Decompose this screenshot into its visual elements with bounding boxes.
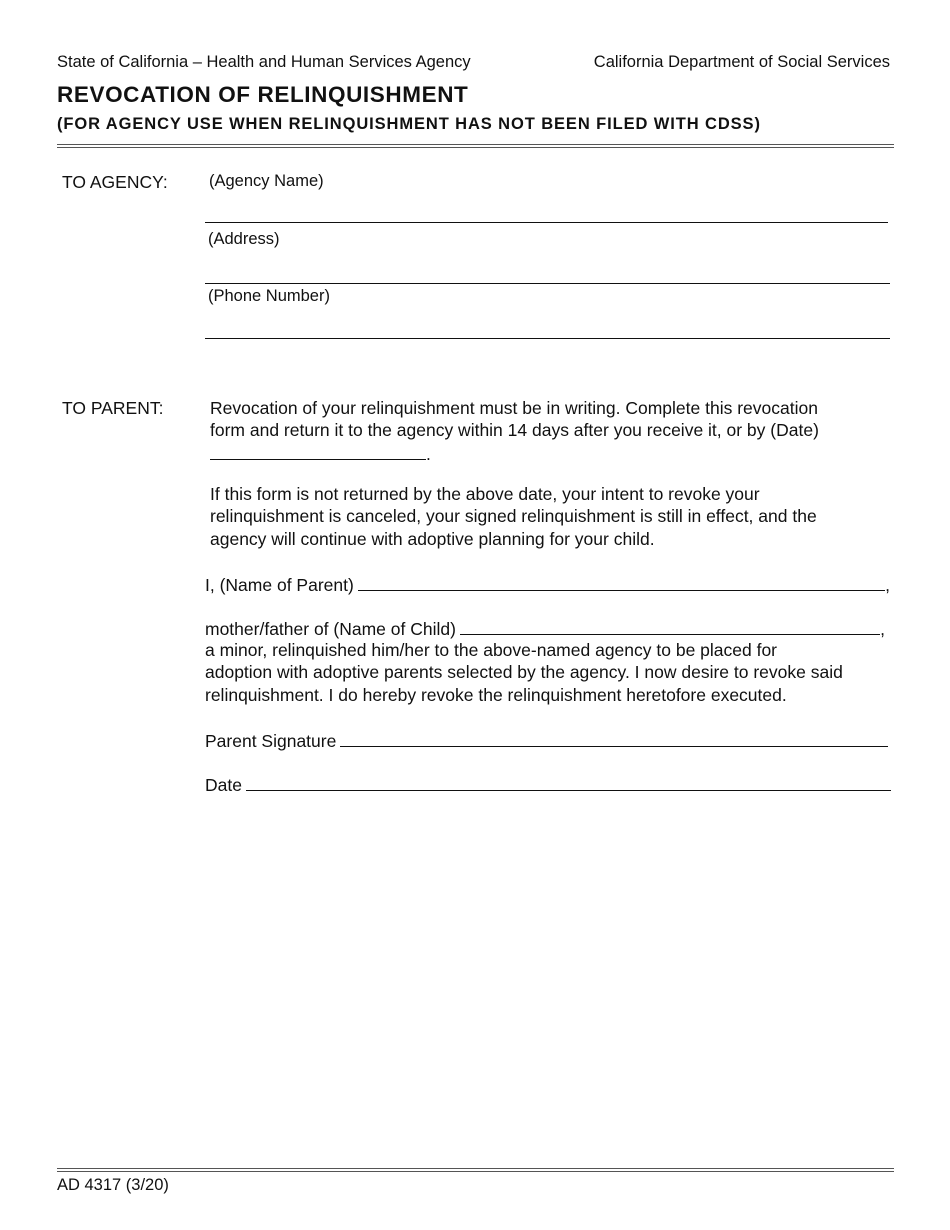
cancellation-paragraph: [210, 483, 890, 550]
return-date-row: [210, 442, 890, 465]
footer-divider-bottom: [57, 1171, 894, 1172]
cancellation-line: agency will continue with adoptive planning for your child.: [210, 528, 655, 549]
to-agency-label: TO AGENCY:: [62, 172, 168, 192]
cancellation-line: If this form is not returned by the above date, your intent to revoke your: [210, 484, 760, 504]
agency-header-left: State of California – Health and Human Services Agency: [57, 53, 471, 71]
child-name-label: mother/father of (Name of Child): [205, 619, 456, 639]
return-date-period: .: [426, 443, 431, 464]
instructions-line: Revocation of your relinquishment must be in writing. Complete this revocation: [210, 398, 818, 418]
signature-row: [205, 729, 888, 752]
return-date-field[interactable]: [210, 442, 426, 460]
parent-name-field[interactable]: [358, 573, 885, 591]
form-number: AD 4317 (3/20): [57, 1176, 169, 1194]
to-parent-label: TO PARENT:: [62, 398, 164, 418]
parent-name-label: I, (Name of Parent): [205, 575, 354, 595]
revocation-statement: [205, 639, 895, 706]
parent-name-row: [205, 573, 890, 596]
statement-line: relinquishment. I do hereby revoke the relinquishment heretofore executed.: [205, 684, 787, 705]
form-title: REVOCATION OF RELINQUISHMENT: [57, 82, 469, 107]
statement-line: adoption with adoptive parents selected by the agency. I now desire to revoke said: [205, 662, 843, 683]
header-divider-top: [57, 144, 894, 145]
child-name-field[interactable]: [460, 617, 880, 635]
instructions-line: form and return it to the agency within 14 days after you receive it, or by (Date): [210, 420, 819, 441]
parent-signature-field[interactable]: [340, 729, 888, 747]
instructions-paragraph: [210, 397, 890, 465]
agency-name-label: (Agency Name): [209, 172, 324, 190]
date-row: [205, 773, 891, 796]
date-field[interactable]: [246, 773, 891, 791]
cancellation-line: relinquishment is canceled, your signed relinquishment is still in effect, and the: [210, 506, 817, 527]
child-name-row: [205, 617, 885, 640]
phone-number-label: (Phone Number): [208, 287, 330, 305]
parent-name-comma: ,: [885, 575, 890, 595]
child-name-comma: ,: [880, 619, 885, 639]
phone-number-field[interactable]: [205, 338, 890, 339]
agency-header-right: California Department of Social Services: [593, 53, 890, 71]
header-divider-bottom: [57, 147, 894, 148]
statement-line: a minor, relinquished him/her to the above-named agency to be placed for: [205, 640, 778, 660]
date-label: Date: [205, 775, 242, 795]
address-label: (Address): [208, 230, 280, 248]
parent-signature-label: Parent Signature: [205, 731, 337, 751]
footer-divider-top: [57, 1168, 894, 1169]
address-field[interactable]: [205, 283, 890, 284]
form-subtitle: (FOR AGENCY USE WHEN RELINQUISHMENT HAS NOT BEEN FILED WITH CDSS): [57, 115, 761, 133]
agency-name-field[interactable]: [205, 222, 888, 223]
